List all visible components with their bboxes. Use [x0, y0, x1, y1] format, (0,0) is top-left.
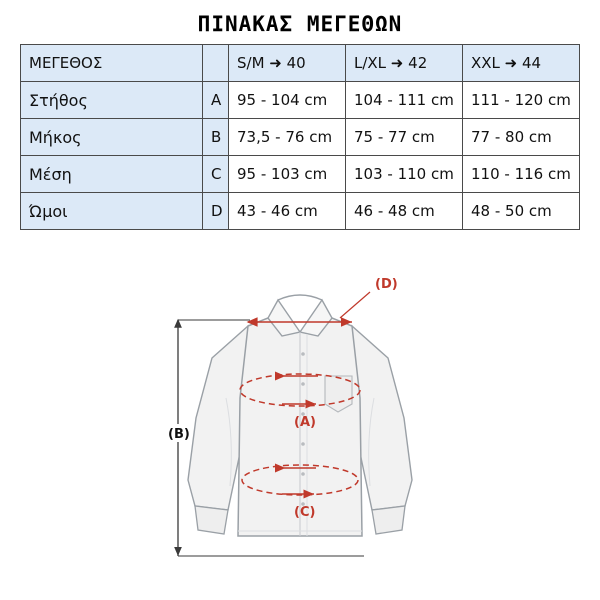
- table-row: [21, 119, 580, 156]
- header-cell-size: ΜΕΓΕΘΟΣ: [21, 45, 203, 82]
- header-cell-sm: S/M ➜ 40: [229, 45, 346, 82]
- label-b: (B): [168, 427, 190, 442]
- row-label-chest: Στήθος: [21, 82, 203, 119]
- header-cell-lxl: L/XL ➜ 42: [346, 45, 463, 82]
- row-letter-b: B: [203, 119, 229, 156]
- cell-waist-xxl: 110 - 116 cm: [463, 156, 580, 193]
- page-title: ΠΙΝΑΚΑΣ ΜΕΓΕΘΩΝ: [197, 12, 403, 36]
- row-letter-a: A: [203, 82, 229, 119]
- size-table: [20, 44, 580, 230]
- table-row: [21, 193, 580, 230]
- cell-shoulders-lxl: 46 - 48 cm: [346, 193, 463, 230]
- label-a: (A): [294, 415, 316, 430]
- cell-length-sm: 73,5 - 76 cm: [229, 119, 346, 156]
- row-label-length: Μήκος: [21, 119, 203, 156]
- cell-waist-sm: 95 - 103 cm: [229, 156, 346, 193]
- cell-shoulders-sm: 43 - 46 cm: [229, 193, 346, 230]
- label-d: (D): [375, 277, 398, 292]
- cell-chest-xxl: 111 - 120 cm: [463, 82, 580, 119]
- table-row: [21, 156, 580, 193]
- label-c: (C): [294, 505, 316, 520]
- cell-chest-lxl: 104 - 111 cm: [346, 82, 463, 119]
- cell-length-xxl: 77 - 80 cm: [463, 119, 580, 156]
- cell-length-lxl: 75 - 77 cm: [346, 119, 463, 156]
- cell-waist-lxl: 103 - 110 cm: [346, 156, 463, 193]
- row-label-waist: Μέση: [21, 156, 203, 193]
- header-cell-letter: [203, 45, 229, 82]
- row-letter-d: D: [203, 193, 229, 230]
- table-header-row: [21, 45, 580, 82]
- table-row: [21, 82, 580, 119]
- header-cell-xxl: XXL ➜ 44: [463, 45, 580, 82]
- cell-shoulders-xxl: 48 - 50 cm: [463, 193, 580, 230]
- shirt-measurement-diagram: [0, 248, 600, 600]
- cell-chest-sm: 95 - 104 cm: [229, 82, 346, 119]
- row-label-shoulders: Ώμοι: [21, 193, 203, 230]
- row-letter-c: C: [203, 156, 229, 193]
